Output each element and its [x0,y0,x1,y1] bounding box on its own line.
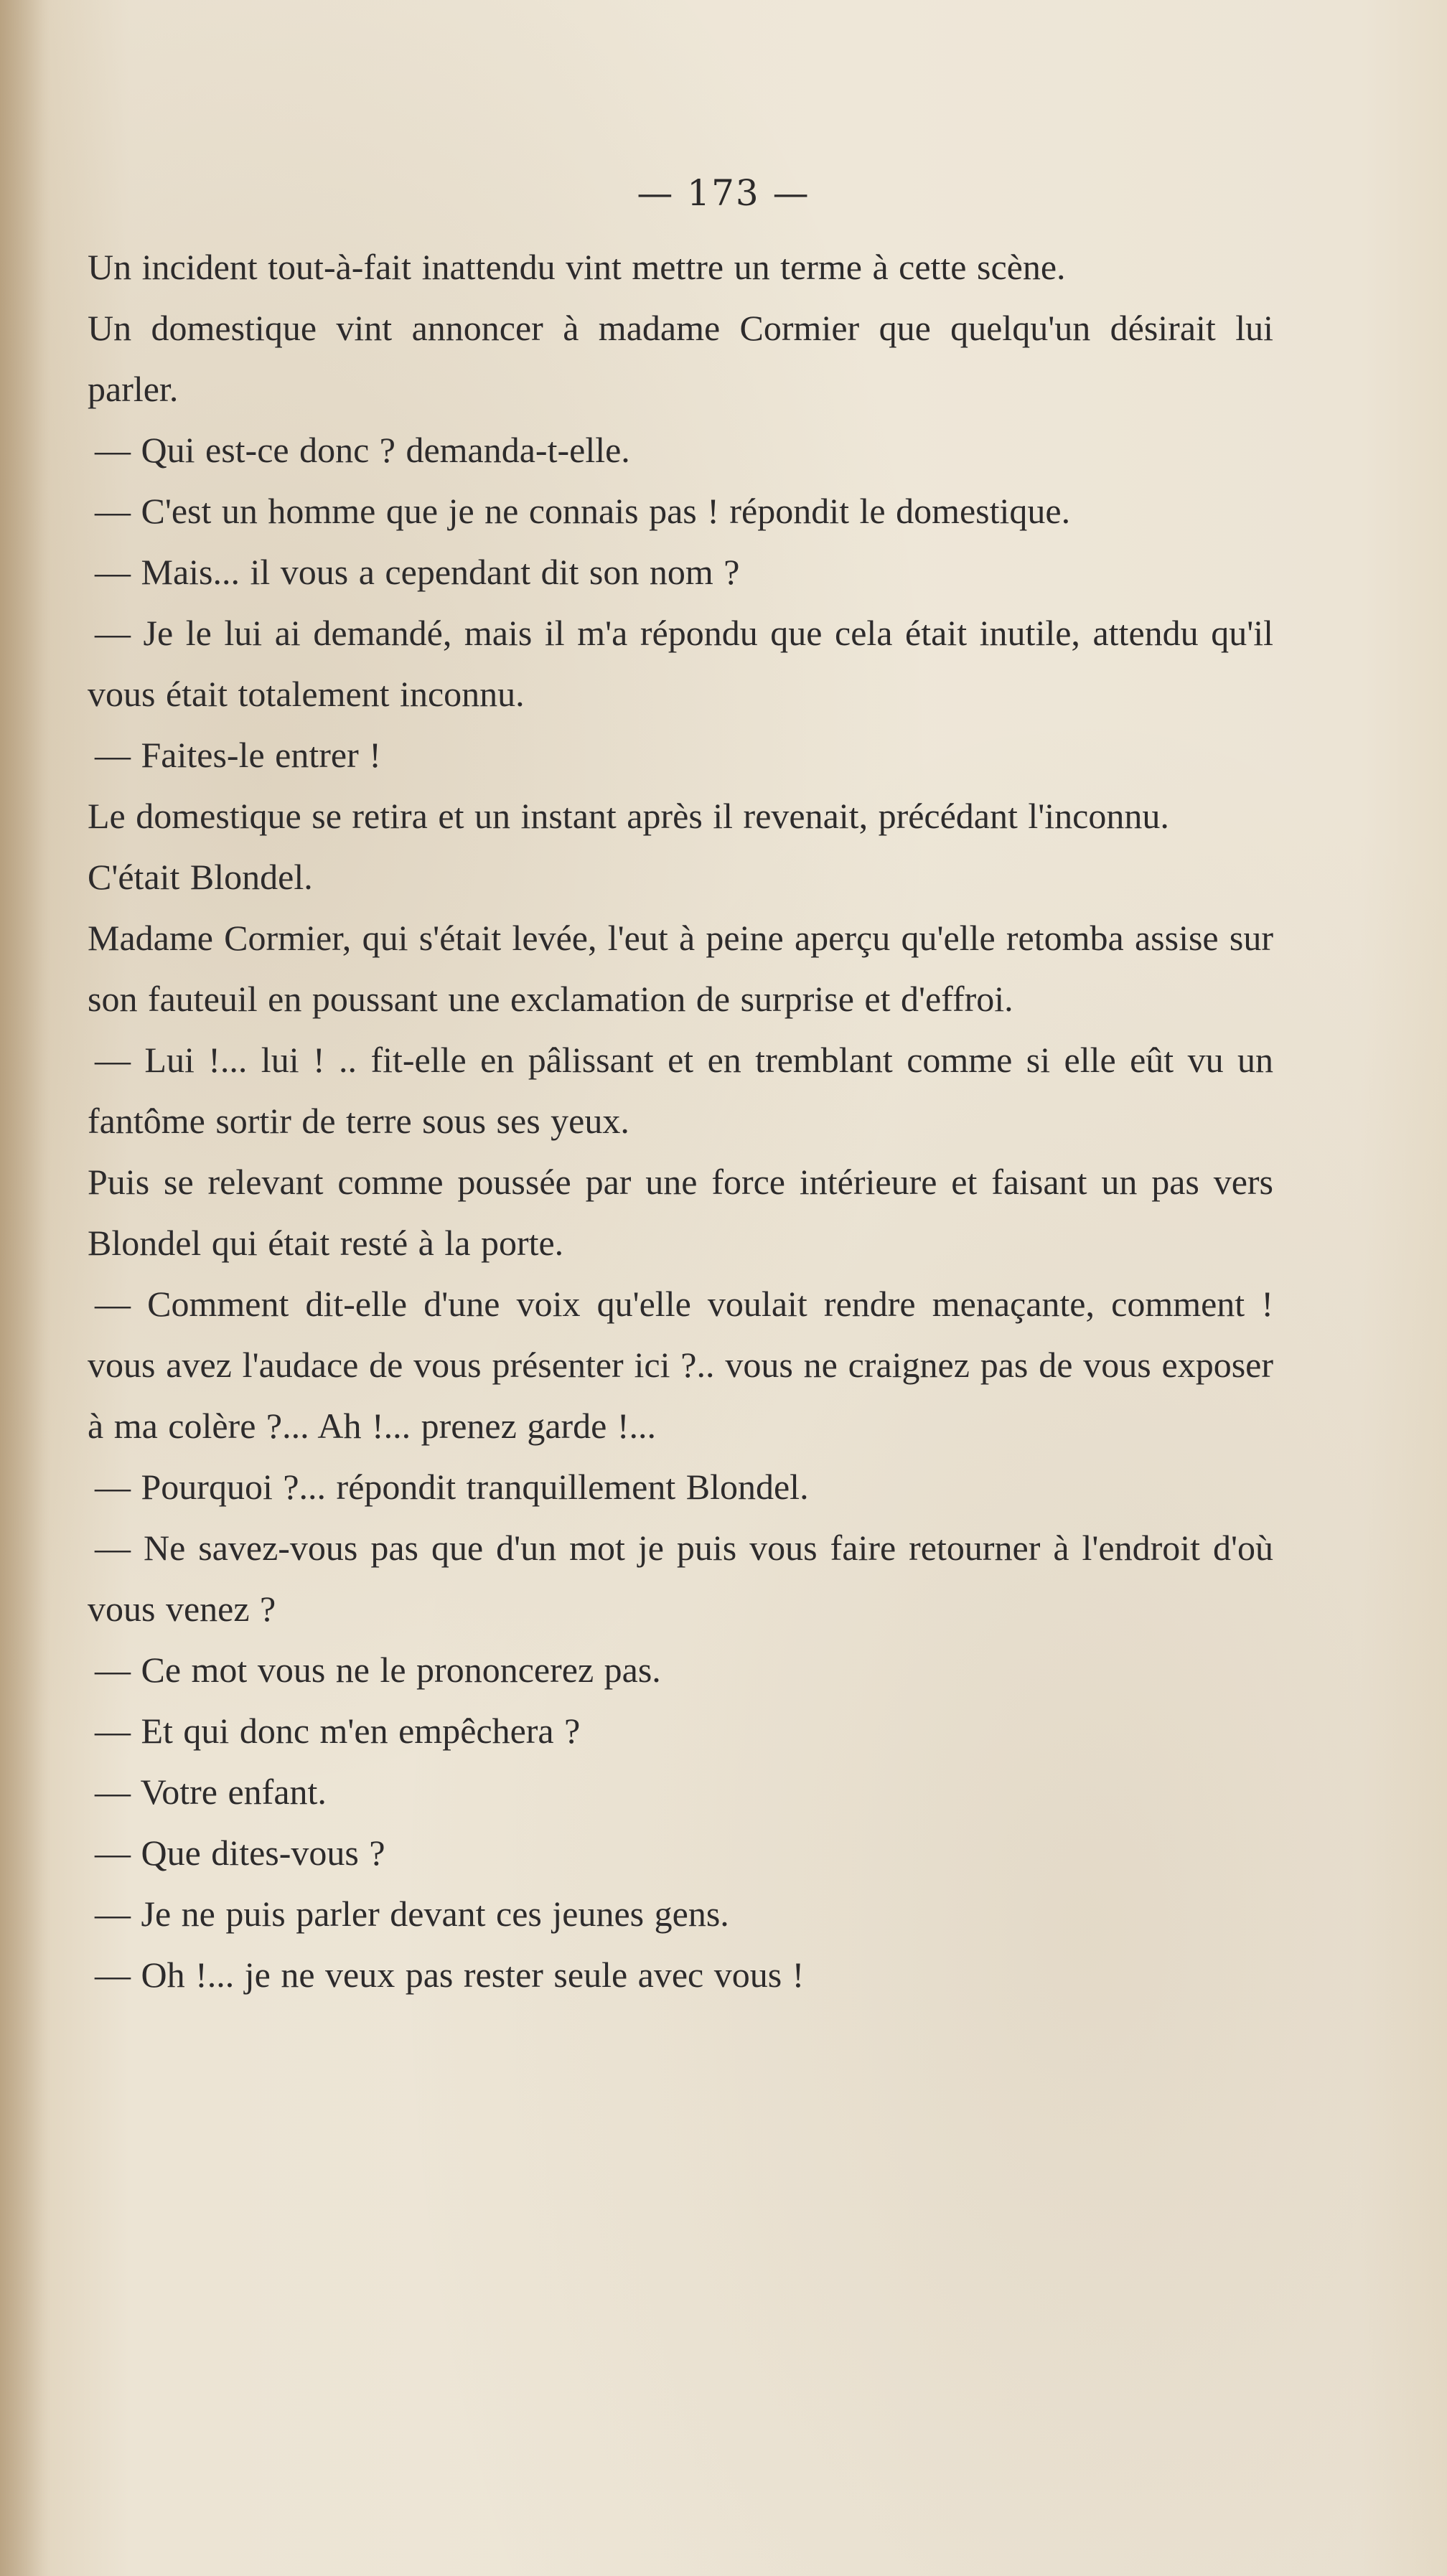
paragraph-12: Puis se relevant comme poussée par une force intérieure et faisant un pas vers Blondel qui était resté à la porte. [88,1162,1273,1263]
page-edge-stain [0,0,50,2576]
paragraph-18: — Votre enfant. [95,1772,327,1812]
paragraph-14: — Pourquoi ?... répondit tranquillement Blondel. [95,1467,809,1507]
paragraph-20: — Je ne puis parler devant ces jeunes gens. [95,1894,729,1934]
paragraph-3: — Qui est-ce donc ? demanda-t-elle. [95,430,630,470]
page-number: — 173 — [637,172,810,214]
paragraph-8: Le domestique se retira et un instant après il revenait, précédant l'inconnu. [88,796,1169,836]
paragraph-21: — Oh !... je ne veux pas rester seule avec vous ! [95,1955,805,1995]
paragraph-4: — C'est un homme que je ne connais pas ! répondit le domestique. [95,491,1071,531]
paragraph-17: — Et qui donc m'en empêchera ? [95,1711,581,1751]
paragraph-1: Un incident tout-à-fait inattendu vint mettre un terme à cette scène. [88,247,1066,287]
paragraph-7: — Faites-le entrer ! [95,735,381,775]
paragraph-2: Un domestique vint annoncer à madame Cormier que quelqu'un désirait lui parler. [88,308,1273,409]
paragraph-10: Madame Cormier, qui s'était levée, l'eut à peine aperçu qu'elle retomba assise sur son fauteuil en poussant une exclamation de surprise et d'effroi. [88,918,1273,1019]
paragraph-11: — Lui !... lui ! .. fit-elle en pâlissant et en tremblant comme si elle eût vu un fantôme sortir de terre sous ses yeux. [88,1040,1273,1141]
paragraph-5: — Mais... il vous a cependant dit son nom ? [95,552,740,592]
paragraph-9: C'était Blondel. [88,857,313,897]
paragraph-15: — Ne savez-vous pas que d'un mot je puis vous faire retourner à l'endroit d'où vous venez ? [88,1528,1273,1629]
paragraph-13: — Comment dit-elle d'une voix qu'elle voulait rendre menaçante, comment ! vous avez l'audace de vous présenter ici ?.. vous ne craignez pas de vous exposer à ma colère ?... Ah !... prenez garde !... [88,1284,1273,1446]
paragraph-19: — Que dites-vous ? [95,1833,385,1873]
body-text [88,237,1273,2006]
paragraph-6: — Je le lui ai demandé, mais il m'a répondu que cela était inutile, attendu qu'il vous était totalement inconnu. [88,613,1273,714]
paragraph-16: — Ce mot vous ne le prononcerez pas. [95,1650,661,1690]
